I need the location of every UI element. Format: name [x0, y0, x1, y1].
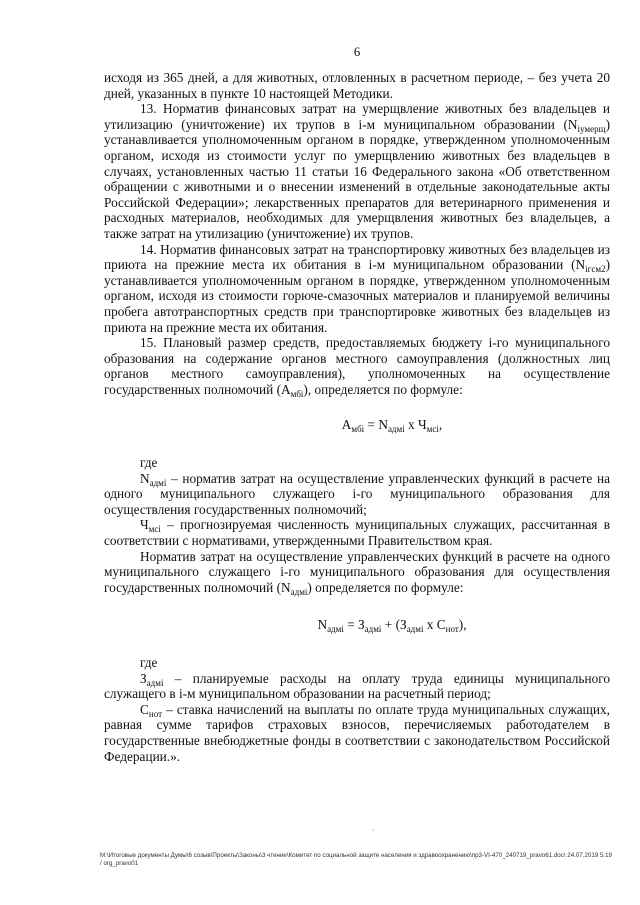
where-label: где — [140, 455, 158, 471]
paragraph-13 — [104, 101, 610, 241]
formula-symbol: N — [317, 617, 328, 633]
definition-text: – прогнозируемая численность муниципальных служащих, рассчитанная в соответствии с нормативами, утвержденными Правительством края. — [104, 517, 610, 549]
definition-symbol: Ч — [140, 517, 149, 533]
paragraph-text: 13. Норматив финансовых затрат на умерщвление животных без владельцев и утилизацию (уничтожение) их трупов в i-м муниципальном образовании (N — [104, 101, 610, 132]
formula-symbol: ), — [458, 617, 467, 633]
definition-nadm — [104, 471, 610, 518]
subscript: адмi — [290, 586, 308, 597]
definition-zadm — [104, 671, 610, 702]
document-page — [104, 44, 610, 764]
subscript: адмi — [149, 477, 167, 488]
paragraph-14 — [104, 242, 610, 336]
definition-symbol: N — [140, 470, 150, 486]
subscript: адмi — [387, 424, 405, 435]
subscript: адмi — [364, 624, 382, 635]
definition-symbol: С — [140, 701, 149, 717]
subscript: адмi — [406, 624, 424, 635]
scan-mark: · — [372, 826, 375, 835]
formula-symbol: х Ч — [404, 417, 427, 433]
definition-chms — [104, 517, 610, 548]
subscript: нот — [445, 624, 459, 635]
paragraph-text: ) устанавливается уполномоченным органом в порядке, утвержденном уполномоченным органом, исходя из стоимости услуг по умерщвлению животных без владельцев в случаях, установленных частью 11 статьи 16 Федерального закона «Об ответственном обращении с животными и о внесении изменений в отдельные законодательные акты Российской Федерации»; лекарственных препаратов для ветеринарного применения и расходных материалов, необходимых для умерщвления животных без владельцев, а также затрат на утилизацию (уничтожение) их трупов. — [104, 116, 610, 241]
subscript: адмi — [146, 677, 164, 688]
subscript: iгсм2 — [585, 264, 606, 275]
subscript: мсi — [148, 524, 161, 535]
paragraph-text: 14. Норматив финансовых затрат на транспортировку животных без владельцев из приюта на прежние места их обитания в i-м муниципальном образовании (N — [104, 241, 610, 273]
paragraph-continuation — [104, 70, 610, 101]
formula-symbol: А — [341, 417, 352, 433]
paragraph-norm — [104, 549, 610, 596]
paragraph-text: исходя из 365 дней, а для животных, отловленных в расчетном периоде, – без учета 20 дней, указанных в пункте 10 настоящей Методики. — [104, 70, 610, 101]
formula-symbol: х С — [423, 617, 446, 633]
where-label: где — [140, 655, 158, 670]
formula-symbol: , — [438, 417, 443, 433]
paragraph-15 — [104, 335, 610, 397]
definition-text: – ставка начислений на выплаты по оплате труда муниципальных служащих, равная сумме тарифов страховых взносов, перечисляемых работодателем в государственные внебюджетные фонды в соответствии с законодательством Российской Федерации.». — [104, 701, 610, 764]
formula-symbol: + (З — [381, 617, 407, 633]
subscript: iумерщ — [577, 123, 606, 134]
page-number: 6 — [353, 44, 361, 59]
formula-nadm — [104, 617, 610, 633]
definition-cnot — [104, 702, 610, 764]
formula-symbol: = З — [343, 617, 365, 633]
subscript: нот — [148, 708, 163, 719]
formula-amb — [104, 417, 610, 433]
paragraph-text: ) определяется по формуле: — [307, 579, 464, 595]
subscript: мбi — [351, 424, 365, 435]
paragraph-text: ), определяется по формуле: — [303, 381, 463, 397]
subscript: мсi — [426, 424, 439, 435]
subscript: адмi — [327, 624, 344, 635]
definition-text: – планируемые расходы на оплату труда единицы муниципального служащего в i-м муниципальном образовании на расчетный период; — [104, 670, 610, 702]
subscript: мбi — [290, 388, 304, 399]
definition-symbol: З — [140, 670, 147, 686]
file-path-footer: M:\Итоговые документы Думы\6 созыв\Проекты\Законы\3 чтение\Комитет по социальной защите населения и здравоохранению\пр3-VI-470_240719_pravo61.doc\ 24.07.2019 5:19 / org_pravo01 — [100, 852, 612, 867]
paragraph-text: Норматив затрат на осуществление управленческих функций в расчете на одного муниципального служащего i-го муниципального образования для осуществления государственных полномочий (N — [104, 548, 610, 595]
formula-symbol: = N — [364, 417, 388, 433]
definition-text: – норматив затрат на осуществление управленческих функций в расчете на одного муниципального служащего i-го муниципального образования для осуществления государственных полномочий; — [104, 470, 610, 517]
paragraph-text: ) устанавливается уполномоченным органом в порядке, утвержденном уполномоченным органом, исходя из стоимости горюче-смазочных материалов и планируемой величины пробега автотранспортных средств при транспортировке животных без владельцев из приюта на прежние места их обитания. — [104, 257, 610, 335]
paragraph-text: 15. Плановый размер средств, предоставляемых бюджету i-го муниципального образования на содержание органов местного самоуправления (должностных лиц органов местного самоуправления), уполномоченных на осуществление государственных полномочий (А — [104, 335, 610, 397]
